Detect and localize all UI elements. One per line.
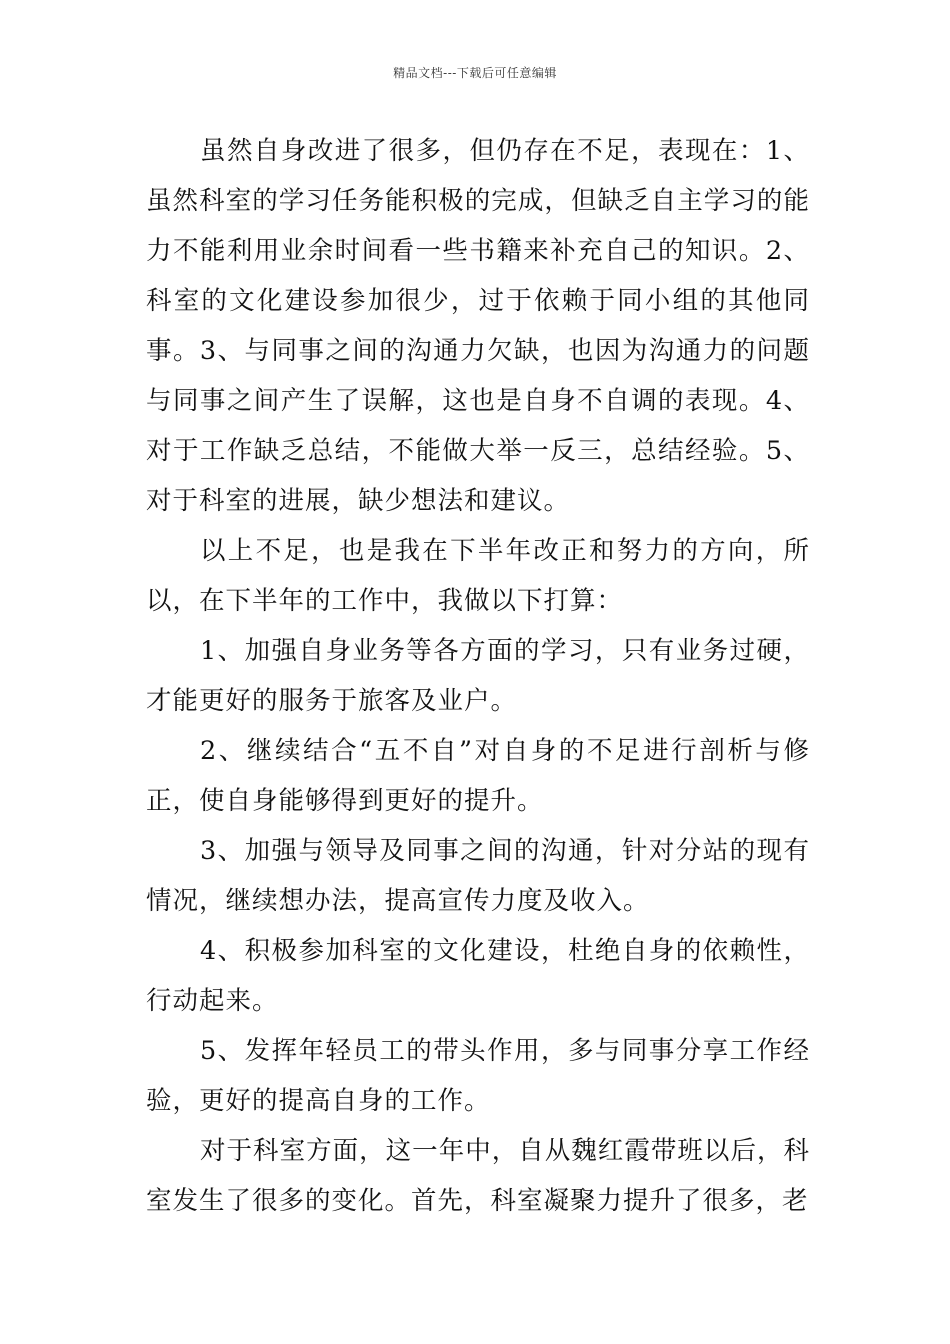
- paragraph-plan-item-4: 4、积极参加科室的文化建设，杜绝自身的依赖性，行动起来。: [146, 936, 810, 1016]
- paragraph-plan-item-2: 2、继续结合“五不自”对自身的不足进行剖析与修正，使自身能够得到更好的提升。: [146, 736, 810, 816]
- paragraph-plan-item-5: 5、发挥年轻员工的带头作用，多与同事分享工作经验，更好的提高自身的工作。: [146, 1036, 810, 1116]
- paragraph-plan-intro: 以上不足，也是我在下半年改正和努力的方向，所以，在下半年的工作中，我做以下打算：: [146, 536, 810, 616]
- paragraph-shortcomings: 虽然自身改进了很多，但仍存在不足，表现在：1、虽然科室的学习任务能积极的完成，但缺乏自主学习的能力不能利用业余时间看一些书籍来补充自己的知识。2、科室的文化建设参加很少，过于依赖于同小组的其他同事。3、与同事之间的沟通力欠缺，也因为沟通力的问题与同事之间产生了误解，这也是自身不自调的表现。4、对于工作缺乏总结，不能做大举一反三，总结经验。5、对于科室的进展，缺少想法和建议。: [146, 136, 810, 516]
- paragraph-department: 对于科室方面，这一年中，自从魏红霞带班以后，科室发生了很多的变化。首先，科室凝聚力提升了很多，老: [146, 1136, 810, 1216]
- paragraph-plan-item-3: 3、加强与领导及同事之间的沟通，针对分站的现有情况，继续想办法，提高宣传力度及收入。: [146, 836, 810, 916]
- paragraph-plan-item-1: 1、加强自身业务等各方面的学习，只有业务过硬，才能更好的服务于旅客及业户。: [146, 636, 810, 716]
- document-body: [146, 126, 810, 1226]
- page-header: 精品文档---下载后可任意编辑: [393, 66, 557, 80]
